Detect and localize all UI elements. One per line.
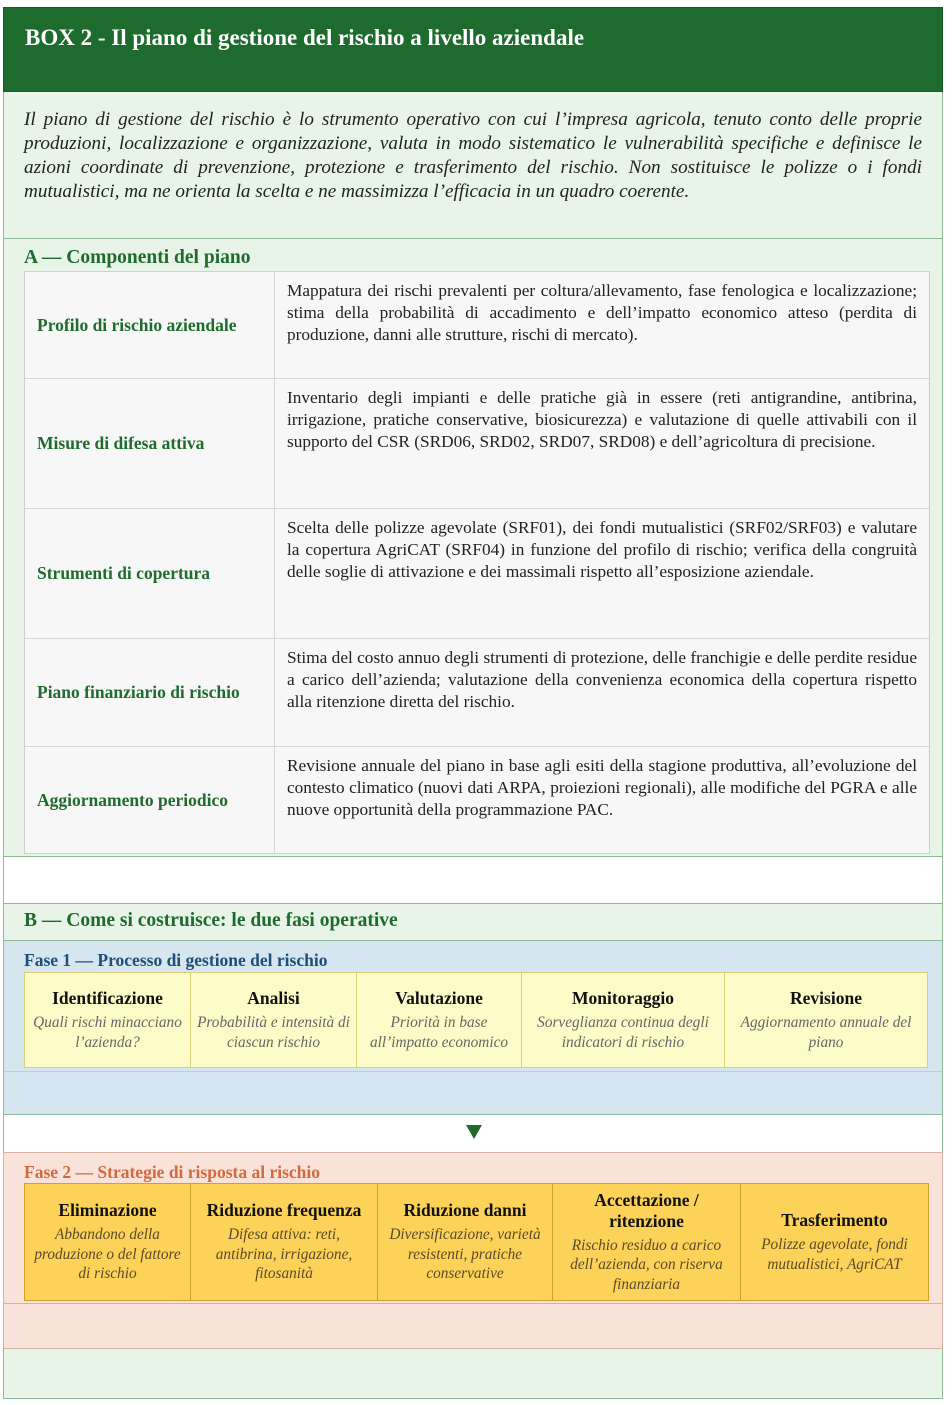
step-description: Probabilità e intensità di ciascun rischio (197, 1014, 350, 1051)
row-label: Misure di difesa attiva (25, 379, 275, 508)
table-row (25, 639, 929, 747)
step-description: Difesa attiva: reti, antibrina, irrigazione, fitosanità (215, 1226, 353, 1283)
step-title: Eliminazione (58, 1200, 157, 1221)
process-step (190, 972, 357, 1068)
process-step (521, 972, 725, 1068)
phase-2-steps (24, 1183, 929, 1301)
step-title: Monitoraggio (571, 988, 675, 1008)
row-label: Piano finanziario di rischio (25, 639, 275, 746)
intro-text: Il piano di gestione del rischio è lo strumento operativo con cui l’impresa agricola, tenuto conto delle proprie produzioni, localizzazione e organizzazione, valuta in modo sistematico le vulnerabilità specifiche e definisce le azioni coordinate di prevenzione, protezione e trasferimento del rischio. Non sostituisce le polizze o i fondi mutualistici, ma ne orienta la scelta e ne massimizza l’efficacia in un quadro coerente. (24, 109, 922, 202)
table-row (25, 509, 929, 639)
table-row (25, 379, 929, 509)
section-b-title: B — Come si costruisce: le due fasi operative (24, 910, 398, 931)
spacer (3, 1349, 943, 1399)
strategy-step (740, 1183, 929, 1301)
row-label: Strumenti di copertura (25, 509, 275, 638)
spacer (3, 857, 943, 903)
table-row (25, 272, 929, 379)
process-step (24, 972, 191, 1068)
phase-2-panel (3, 1152, 943, 1304)
section-b-header (3, 903, 943, 941)
step-title: Revisione (790, 988, 862, 1008)
row-description: Revisione annuale del piano in base agli esiti della stagione produttiva, all’evoluzione del contesto climatico (nuovi dati ARPA, proiezioni regionali), alle modifiche del PGRA e alle nuove opportunità della programmazione PAC. (287, 756, 917, 819)
step-description: Priorità in base all’impatto economico (369, 1014, 509, 1051)
process-step (724, 972, 928, 1068)
phase-2-title: Fase 2 — Strategie di risposta al rischio (24, 1162, 321, 1182)
step-title: Identificazione (52, 988, 163, 1008)
step-title: Accettazione / ritenzione (594, 1189, 699, 1231)
strategy-step (24, 1183, 191, 1301)
table-row (25, 747, 929, 853)
step-title: Riduzione frequenza (206, 1200, 362, 1221)
strategy-step (190, 1183, 378, 1301)
phase-1-panel (3, 941, 943, 1115)
box-title: BOX 2 - Il piano di gestione del rischio a livello aziendale (25, 25, 585, 50)
row-label: Aggiornamento periodico (25, 747, 275, 853)
step-title: Valutazione (395, 988, 483, 1008)
phase-1-steps (24, 972, 928, 1068)
step-description: Diversificazione, varietà resistenti, pratiche conservative (389, 1226, 541, 1283)
phase-1-title: Fase 1 — Processo di gestione del rischio (24, 950, 328, 970)
step-title: Trasferimento (781, 1210, 888, 1230)
step-description: Quali rischi minacciano l’azienda? (33, 1014, 182, 1051)
step-title: Riduzione danni (403, 1200, 527, 1221)
box-header (3, 7, 943, 92)
section-a (3, 239, 943, 857)
step-description: Sorveglianza continua degli indicatori di rischio (537, 1014, 709, 1051)
step-description: Abbandono della produzione o del fattore di rischio (34, 1226, 181, 1283)
step-description: Aggiornamento annuale del piano (740, 1014, 912, 1051)
spacer (3, 1304, 943, 1349)
components-table (24, 271, 930, 854)
divider (4, 1071, 942, 1072)
row-description: Scelta delle polizze agevolate (SRF01), dei fondi mutualistici (SRF02/SRF03) e valutare la copertura AgriCAT (SRF04) in funzione del profilo di rischio; verifica della congruità delle soglie di attivazione e dei massimali rispetto all’esposizione aziendale. (287, 518, 917, 581)
row-description: Stima del costo annuo degli strumenti di protezione, delle franchigie e delle perdite residue a carico dell’azienda; valutazione della convenienza economica della copertura rispetto alla ritenzione diretta del rischio. (287, 648, 917, 711)
step-title: Analisi (247, 988, 300, 1008)
box-frame (3, 7, 943, 1399)
down-arrow-icon (466, 1125, 482, 1139)
row-label: Profilo di rischio aziendale (25, 272, 275, 378)
strategy-step (377, 1183, 553, 1301)
process-step (356, 972, 522, 1068)
row-description: Inventario degli impianti e delle pratiche già in essere (reti antigrandine, antibrina, irrigazione, pratiche conservative, biosicurezza) e valutazione di quelle attivabili con il supporto del CSR (SRD06, SRD02, SRD07, SRD08) e dell’agricoltura di precisione. (287, 388, 917, 451)
step-description: Rischio residuo a carico dell’azienda, con riserva finanziaria (570, 1236, 723, 1293)
strategy-step (552, 1183, 741, 1301)
row-description: Mappatura dei rischi prevalenti per coltura/allevamento, fase fenologica e localizzazione; stima della probabilità di accadimento e dell’impatto economico atteso (perdita di produzione, danni alle strutture, rischi di mercato). (287, 281, 917, 344)
section-a-title: A — Componenti del piano (24, 247, 251, 268)
intro-panel (3, 92, 943, 239)
step-description: Polizze agevolate, fondi mutualistici, AgriCAT (761, 1236, 908, 1273)
